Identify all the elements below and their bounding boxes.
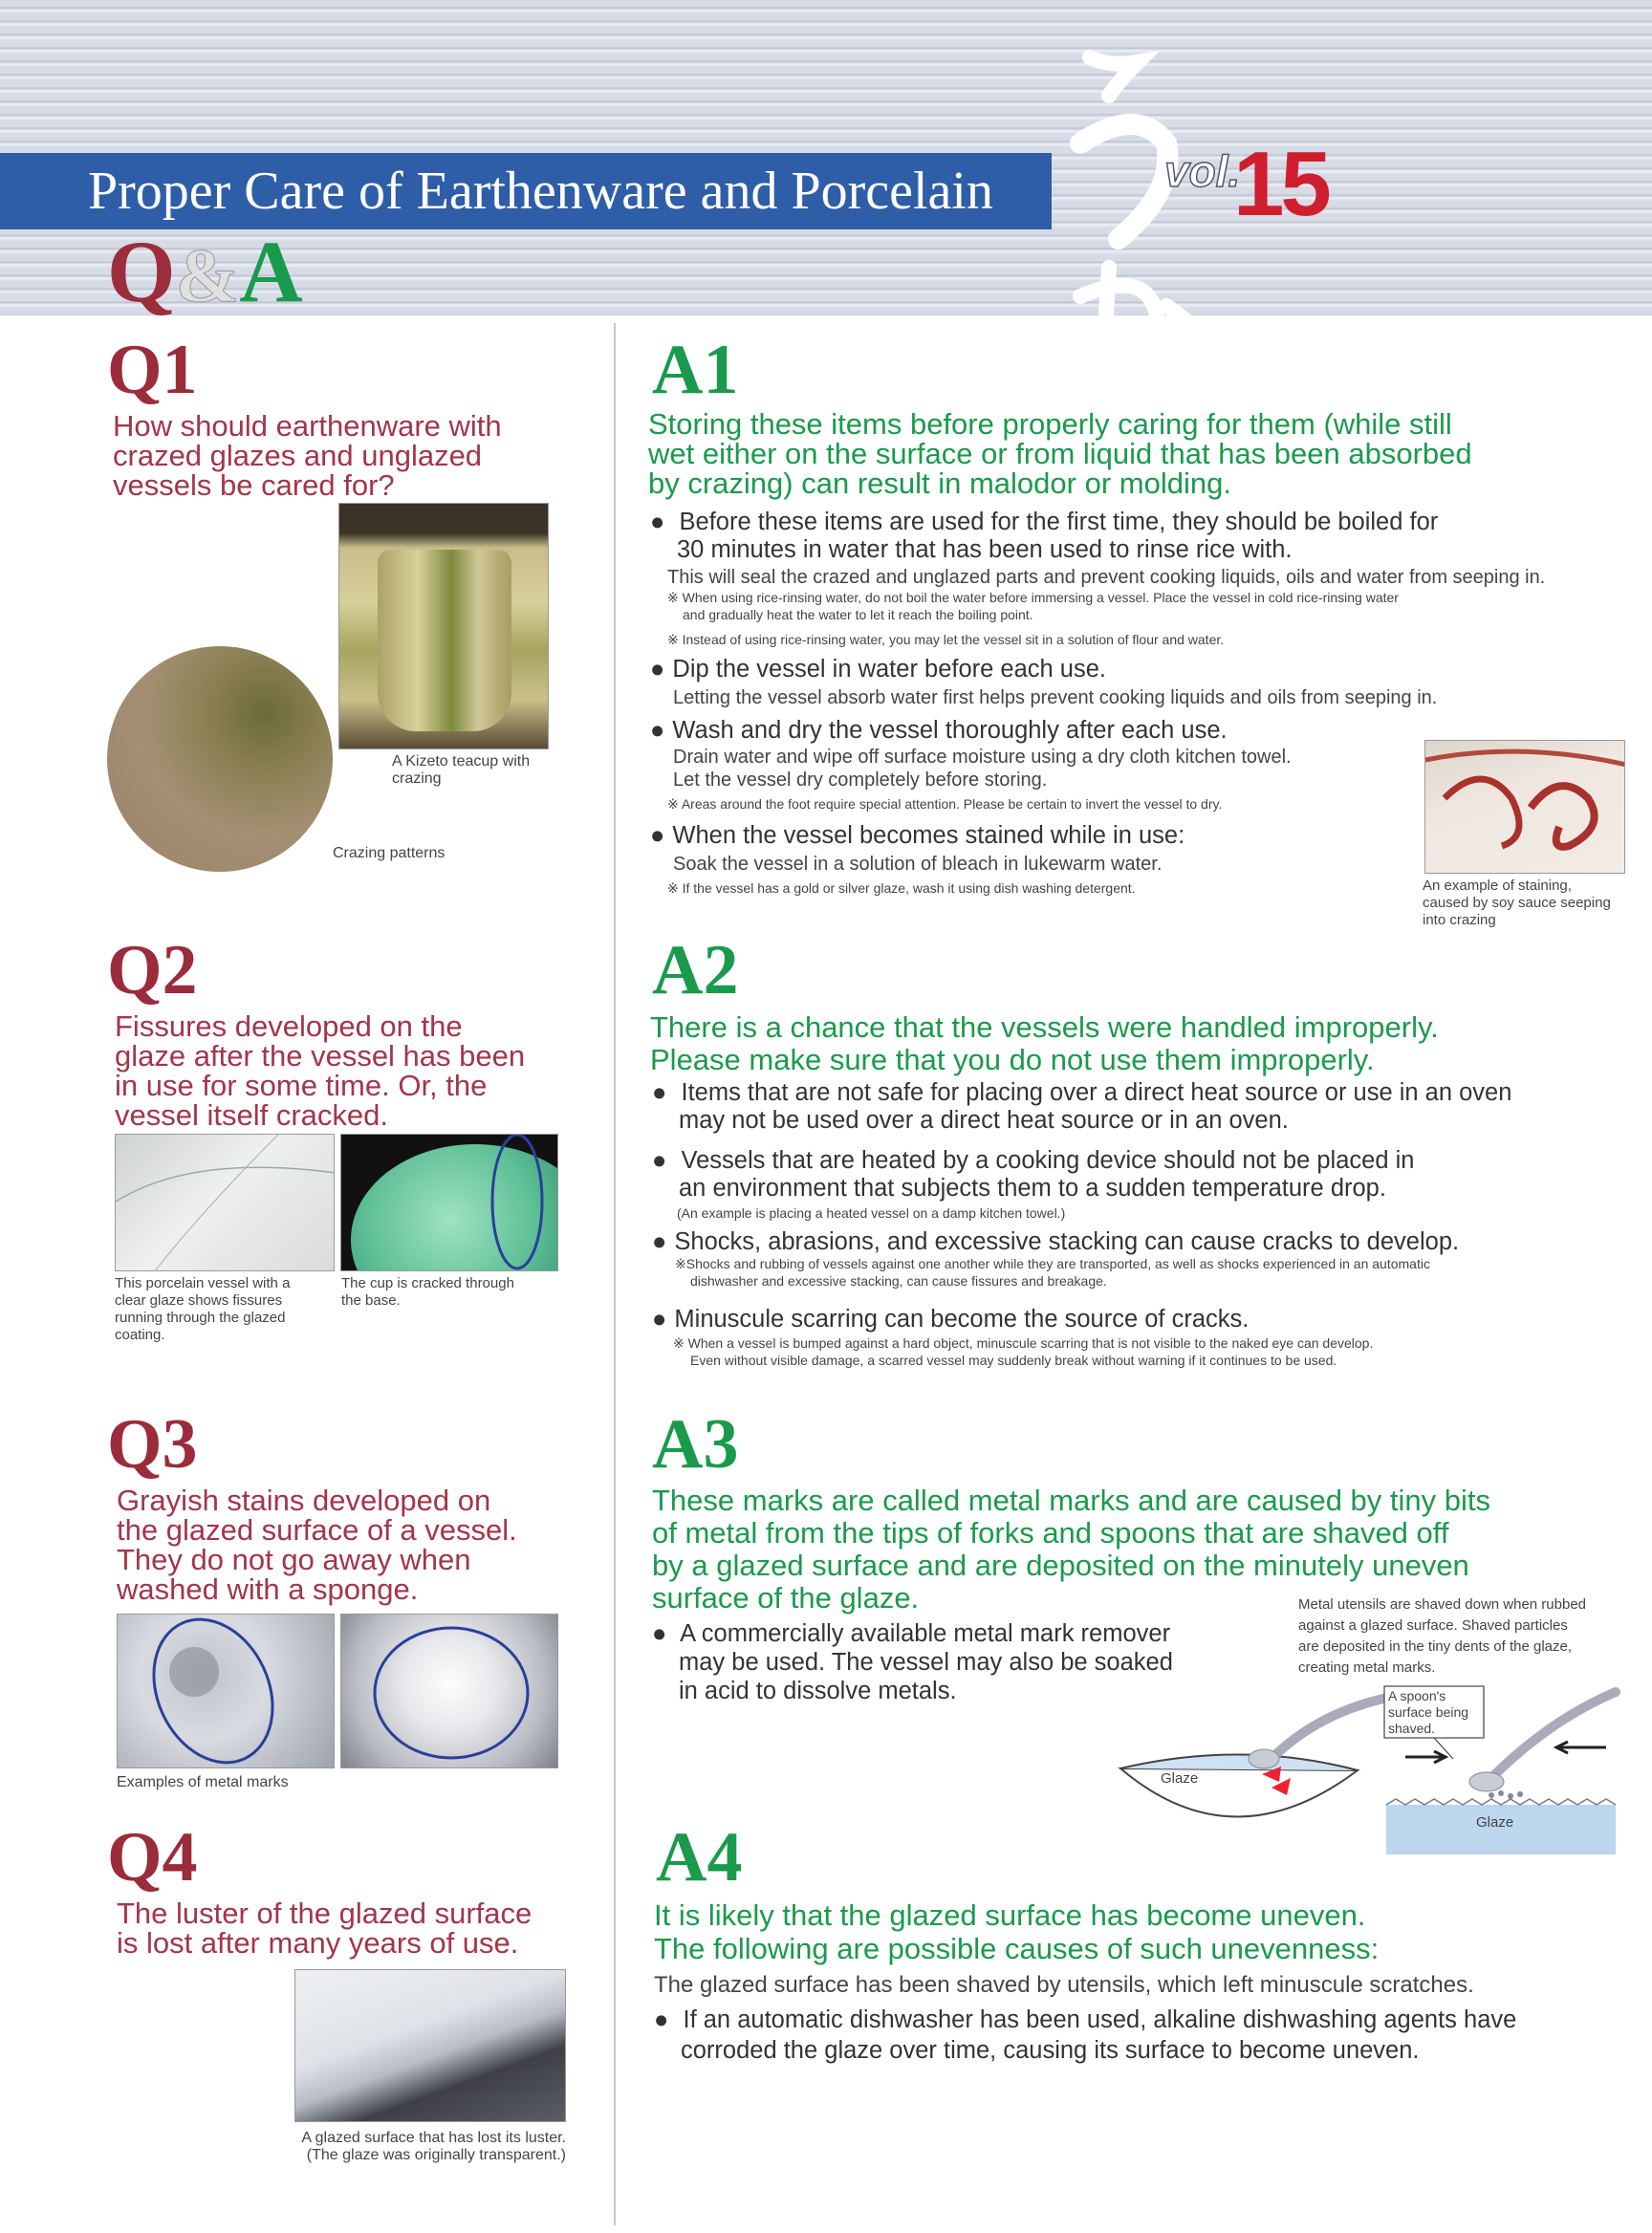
a4-bullet-1: ● If an automatic dishwasher has been used, alkaline dishwashing agents have corroded the glaze over time, causing its surface to become uneven. bbox=[654, 2005, 1619, 2066]
q1-question: How should earthenware with crazed glazes and unglazed vessels be cared for? bbox=[113, 409, 502, 502]
crazing-closeup-photo bbox=[107, 646, 333, 872]
a3-heading: A3 bbox=[652, 1405, 739, 1484]
metal-mark-diagram bbox=[1109, 1682, 1625, 1854]
a4-detail: The glazed surface has been shaved by utensils, which left minuscule scratches. bbox=[654, 1972, 1474, 1998]
a1-bullet-4: ● When the vessel becomes stained while in use: bbox=[650, 822, 1185, 850]
a1-lead: Storing these items before properly caring for them (while still wet either on the surface or from liquid that has been absorbed by crazing) can result in malodor or molding. bbox=[648, 407, 1472, 500]
a2-bullet-2-note: (An example is placing a heated vessel on a damp kitchen towel.) bbox=[677, 1205, 1066, 1221]
a1-stain-caption: An example of staining, caused by soy sauce seeping into crazing bbox=[1423, 878, 1611, 928]
a1-bullet-2-detail: Letting the vessel absorb water first helps prevent cooking liquids and oils from seeping in. bbox=[673, 687, 1438, 708]
a3-glaze-label-bowl: Glaze bbox=[1161, 1770, 1199, 1787]
qa-logo-q: Q bbox=[107, 223, 176, 320]
a1-bullet-1: ● Before these items are used for the first time, they should be boiled for 30 minutes in water that has been used to rinse rice with. bbox=[650, 509, 1616, 564]
q1-crazing-caption: Crazing patterns bbox=[333, 845, 446, 861]
q2-heading: Q2 bbox=[107, 931, 198, 1009]
porcelain-fissure-photo bbox=[115, 1134, 335, 1271]
a2-bullet-1: ● Items that are not safe for placing over a direct heat source or use in an oven may not be used over a direct heat source or in an oven. bbox=[652, 1079, 1618, 1135]
a1-bullet-1-note-2: ※ Instead of using rice-rinsing water, you may let the vessel sit in a solution of flour and water. bbox=[667, 632, 1225, 647]
a2-bullet-3: ● Shocks, abrasions, and excessive stacking can cause cracks to develop. bbox=[652, 1228, 1459, 1256]
a1-bullet-3-detail: Drain water and wipe off surface moisture using a dry cloth kitchen towel. Let the vessel dry completely before storing. bbox=[673, 747, 1292, 791]
a3-bullet-1: ● A commercially available metal mark remover may be used. The vessel may also be soaked in acid to dissolve metals. bbox=[652, 1619, 1264, 1705]
a2-bullet-4-note: ※ When a vessel is bumped against a hard object, minuscule scarring that is not visible to the naked eye can develop. Even without visible damage, a scarred vessel may suddenly break without warning if it continues to be used. bbox=[673, 1335, 1374, 1368]
a1-heading: A1 bbox=[652, 331, 739, 409]
a3-diagram-note: Metal utensils are shaved down when rubbed against a glazed surface. Shaved particles are deposited in the tiny dents of the glaze, creating metal marks. bbox=[1298, 1596, 1587, 1676]
q3-heading: Q3 bbox=[107, 1405, 198, 1484]
page-title: Proper Care of Earthenware and Porcelain bbox=[88, 162, 993, 221]
a2-bullet-3-note: ※Shocks and rubbing of vessels against one another while they are transported, as well as shocks experienced in an automatic dishwasher and excessive stacking, can cause fissures and breakage. bbox=[675, 1256, 1430, 1289]
a2-bullet-2: ● Vessels that are heated by a cooking device should not be placed in an environment that subjects them to a sudden temperature drop. bbox=[652, 1147, 1618, 1203]
qa-logo-a: A bbox=[239, 223, 303, 320]
q2-cup-caption: The cup is cracked through the base. bbox=[341, 1275, 514, 1309]
metal-mark-photo-1 bbox=[117, 1614, 335, 1768]
a1-bullet-2: ● Dip the vessel in water before each use. bbox=[650, 656, 1106, 683]
a1-bullet-3: ● Wash and dry the vessel thoroughly after each use. bbox=[650, 717, 1228, 745]
qa-logo bbox=[107, 223, 303, 320]
a1-bullet-3-note: ※ Areas around the foot require special attention. Please be certain to invert the vessel to dry. bbox=[667, 796, 1223, 812]
column-divider bbox=[614, 323, 616, 2225]
q3-question: Grayish stains developed on the glazed surface of a vessel. They do not go away when washed with a sponge. bbox=[117, 1484, 517, 1606]
a1-bullet-1-detail: This will seal the crazed and unglazed parts and prevent cooking liquids, oils and water from seeping in. bbox=[667, 567, 1546, 588]
a2-lead: There is a chance that the vessels were handled improperly. Please make sure that you do not use them improperly. bbox=[650, 1010, 1439, 1076]
lost-luster-photo bbox=[294, 1969, 566, 2122]
q4-caption: A glazed surface that has lost its luster. (The glaze was originally transparent.) bbox=[301, 2130, 566, 2163]
a3-lead: These marks are called metal marks and are caused by tiny bits of metal from the tips of forks and spoons that are shaved off by a glazed surface and are deposited on the minutely uneven surface of the glaze. bbox=[652, 1484, 1490, 1615]
volume-label: vol. bbox=[1164, 146, 1241, 196]
qa-logo-amp: & bbox=[175, 234, 240, 318]
q1-heading: Q1 bbox=[107, 331, 198, 409]
a1-bullet-4-note: ※ If the vessel has a gold or silver glaze, wash it using dish washing detergent. bbox=[667, 880, 1136, 896]
calligraphy-logo bbox=[1052, 38, 1224, 363]
a3-glaze-label-cross-section: Glaze bbox=[1476, 1814, 1514, 1831]
q1-teacup-caption: A Kizeto teacup with crazing bbox=[392, 753, 531, 787]
a1-bullet-1-note-1: ※ When using rice-rinsing water, do not boil the water before immersing a vessel. Place the vessel in cold rice-rinsing water and gradually heat the water to let it reach the boiling point. bbox=[667, 590, 1399, 622]
a2-bullet-4: ● Minuscule scarring can become the source of cracks. bbox=[652, 1306, 1249, 1333]
kizeto-teacup-photo bbox=[338, 503, 549, 749]
a4-heading: A4 bbox=[656, 1818, 743, 1897]
a1-bullet-4-detail: Soak the vessel in a solution of bleach in lukewarm water. bbox=[673, 854, 1163, 875]
q2-porcelain-caption: This porcelain vessel with a clear glaze shows fissures running through the glazed coating. bbox=[115, 1275, 291, 1343]
soy-stain-photo bbox=[1424, 740, 1625, 874]
a2-heading: A2 bbox=[652, 931, 739, 1009]
cracked-cup-photo bbox=[340, 1134, 558, 1271]
q4-heading: Q4 bbox=[107, 1818, 198, 1897]
volume-number: 15 bbox=[1233, 133, 1328, 235]
metal-mark-photo-2 bbox=[340, 1614, 558, 1768]
q4-question: The luster of the glazed surface is lost after many years of use. bbox=[117, 1897, 533, 1960]
q2-question: Fissures developed on the glaze after the vessel has been in use for some time. Or, the vessel itself cracked. bbox=[115, 1009, 526, 1132]
a3-diagram-callout: A spoon's surface being shaved. bbox=[1388, 1688, 1469, 1736]
q3-caption: Examples of metal marks bbox=[117, 1774, 289, 1790]
a4-lead: It is likely that the glazed surface has become uneven. The following are possible causes of such unevenness: bbox=[654, 1898, 1380, 1965]
